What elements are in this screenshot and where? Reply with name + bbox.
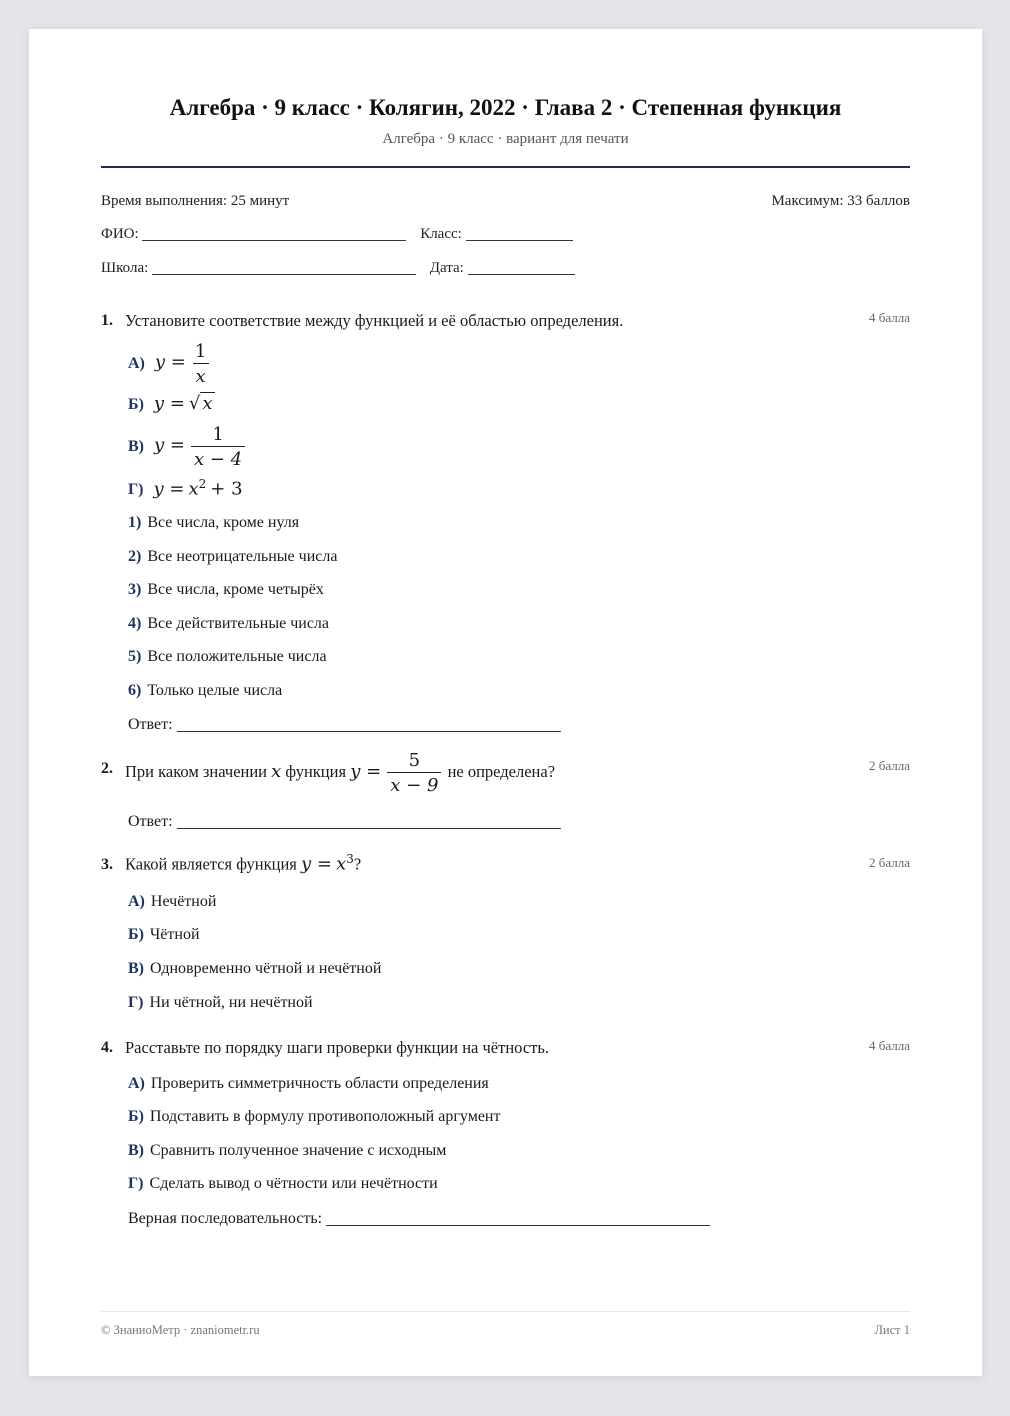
option-text: Сделать вывод о чётности или нечётности: [149, 1175, 438, 1192]
q2-variable: x: [271, 760, 282, 782]
page-title: Алгебра · 9 класс · Колягин, 2022 · Глава 2 · Степенная функция: [169, 95, 842, 120]
q1-option-3: [128, 581, 324, 599]
option-label: 2): [128, 548, 142, 565]
fraction-numerator: 1: [194, 341, 207, 362]
function-lhs: y =: [154, 351, 186, 373]
option-text: Все положительные числа: [147, 648, 327, 665]
q3-text-after: ?: [353, 854, 362, 874]
option-text: Все числа, кроме нуля: [147, 514, 300, 531]
option-text: Чётной: [149, 926, 200, 943]
footer-page-number: Лист 1: [874, 1323, 910, 1337]
q1-option-5: [128, 648, 327, 666]
q2-text: [125, 750, 555, 796]
fio-row: [101, 226, 573, 243]
option-label: А): [128, 893, 145, 910]
option-text: Все неотрицательные числа: [147, 548, 338, 565]
function-lhs: y =: [350, 760, 382, 782]
option-text: Подставить в формулу противоположный аргумент: [149, 1108, 501, 1125]
q1-function-d: [128, 477, 243, 499]
fraction: [192, 341, 209, 387]
option-label: Б): [128, 1108, 144, 1125]
power-exponent: 3: [346, 852, 354, 866]
option-text: Только целые числа: [147, 682, 283, 699]
answer-label: Ответ:: [128, 716, 173, 733]
option-label: Г): [128, 481, 144, 499]
q2-text-before: При каком значении: [125, 761, 268, 781]
class-label: Класс:: [420, 226, 462, 242]
school-label: Школа:: [101, 260, 149, 276]
q4-text: Расставьте по порядку шаги проверки функции на чётность.: [125, 1038, 550, 1057]
square-root: [189, 393, 215, 414]
q1-answer-row: [128, 716, 561, 734]
option-label: А): [128, 354, 145, 372]
fio-label: ФИО:: [101, 226, 139, 242]
fraction-denominator: x − 4: [191, 446, 245, 470]
power-base: x: [188, 478, 199, 500]
fraction-denominator: x: [193, 363, 209, 387]
page-subtitle: Алгебра · 9 класс · вариант для печати: [382, 131, 629, 147]
fio-field[interactable]: [142, 239, 406, 241]
option-label: 1): [128, 514, 142, 531]
q1-option-4: [128, 615, 329, 633]
function-lhs: y =: [153, 393, 185, 414]
option-label: Б): [128, 926, 144, 943]
option-label: 4): [128, 615, 142, 632]
q4-option-a: [128, 1075, 489, 1093]
footer-divider: [101, 1311, 910, 1312]
q4-option-d: [128, 1175, 438, 1193]
function-lhs: y =: [301, 853, 332, 875]
q2-text-after: не определена?: [447, 761, 556, 781]
q4-points: 4 балла: [869, 1038, 910, 1053]
option-text: Нечётной: [150, 893, 217, 910]
fraction-numerator: 1: [212, 424, 224, 445]
q4-option-b: [128, 1108, 500, 1126]
option-text: Одновременно чётной и нечётной: [150, 960, 382, 977]
max-score: Максимум: 33 баллов: [771, 193, 910, 209]
q1-points: 4 балла: [869, 310, 910, 325]
q4-option-c: [128, 1142, 446, 1160]
option-label: В): [128, 437, 144, 455]
footer-copyright: © ЗнаниоМетр · znaniometr.ru: [101, 1323, 260, 1337]
function-lhs: y =: [153, 478, 185, 500]
option-label: 5): [128, 648, 142, 665]
q4-answer-field[interactable]: [326, 1224, 710, 1226]
q2-text-mid: функция: [285, 761, 347, 781]
option-label: В): [128, 1142, 144, 1159]
school-field[interactable]: [152, 273, 416, 275]
q3-text-before: Какой является функция: [125, 854, 297, 874]
q1-text: Установите соответствие между функцией и её областью определения.: [125, 311, 624, 330]
q4-answer-row: [128, 1210, 710, 1228]
q2-points: 2 балла: [869, 758, 910, 773]
fraction: [191, 424, 245, 470]
q1-option-2: [128, 548, 337, 566]
q3-text: [125, 852, 361, 875]
q3-number: 3.: [101, 856, 113, 873]
power-exponent: 2: [198, 477, 207, 491]
class-field[interactable]: [466, 239, 573, 241]
q2-answer-field[interactable]: [177, 827, 561, 829]
q3-option-d: [128, 994, 313, 1012]
q3-points: 2 балла: [869, 855, 910, 870]
q3-option-c: [128, 960, 381, 978]
answer-label: Ответ:: [128, 813, 173, 830]
option-label: 3): [128, 581, 142, 598]
q1-option-1: [128, 514, 299, 532]
fraction-numerator: 5: [408, 750, 421, 771]
q1-function-c: [128, 424, 247, 470]
option-label: А): [128, 1075, 145, 1092]
q1-number: 1.: [101, 312, 113, 329]
power-base: x: [336, 853, 347, 875]
q4-number: 4.: [101, 1039, 113, 1056]
q1-answer-field[interactable]: [177, 730, 561, 732]
option-label: Г): [128, 1175, 144, 1192]
answer-label: Верная последовательность:: [128, 1210, 323, 1227]
date-field[interactable]: [468, 273, 575, 275]
worksheet-page: [29, 29, 982, 1376]
option-text: Все действительные числа: [147, 615, 329, 632]
q3-option-b: [128, 926, 200, 944]
q2-number: 2.: [101, 760, 113, 777]
option-label: 6): [128, 682, 142, 699]
header-divider: [101, 166, 910, 168]
option-text: Сравнить полученное значение с исходным: [150, 1142, 447, 1159]
fraction-denominator: x − 9: [387, 772, 441, 796]
q1-option-6: [128, 682, 282, 700]
option-text: Ни чётной, ни нечётной: [149, 994, 313, 1011]
time-limit: Время выполнения: 25 минут: [101, 193, 290, 209]
school-row: [101, 260, 575, 277]
q1-function-b: [128, 393, 215, 414]
option-label: Б): [128, 396, 144, 413]
fraction: [387, 750, 441, 796]
option-text: Все числа, кроме четырёх: [147, 581, 324, 598]
q1-function-a: [128, 341, 211, 387]
function-rest: + 3: [210, 478, 243, 500]
date-label: Дата:: [429, 260, 464, 276]
radicand: x: [202, 393, 213, 414]
q3-option-a: [128, 893, 216, 911]
option-label: В): [128, 960, 144, 977]
radical-sign-icon: √: [188, 393, 201, 414]
option-text: Проверить симметричность области определения: [150, 1075, 489, 1092]
function-lhs: y =: [154, 434, 185, 456]
option-label: Г): [128, 994, 144, 1011]
q2-answer-row: [128, 813, 561, 831]
